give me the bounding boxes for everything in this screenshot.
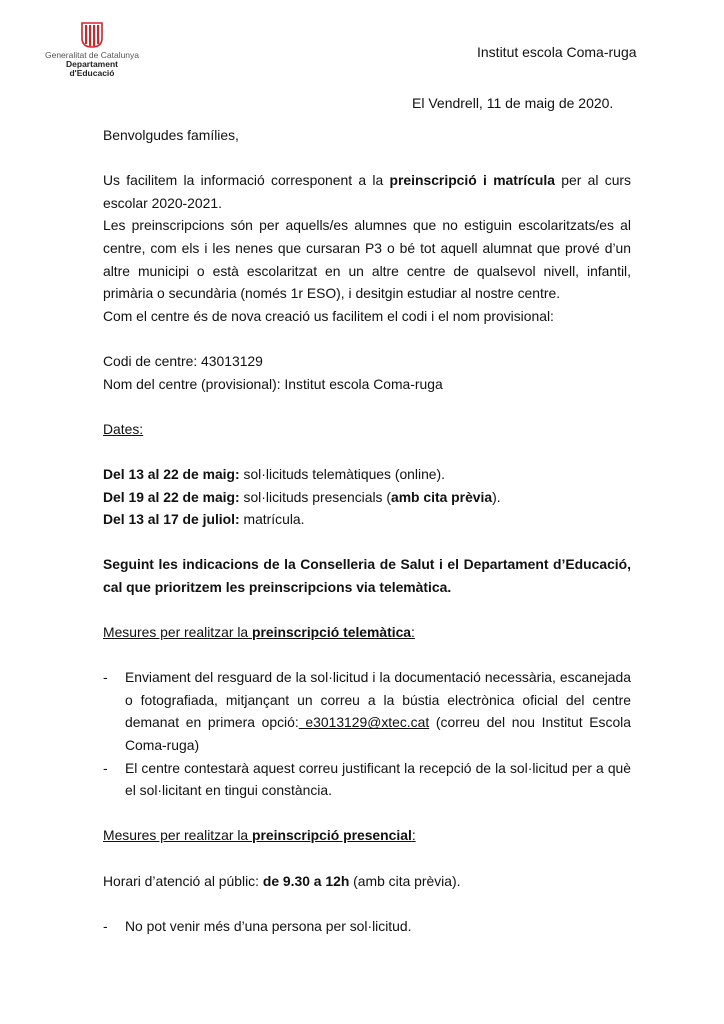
greeting: Benvolgudes famílies, [103, 127, 239, 143]
logo-dept-line1: Departament [66, 59, 118, 69]
inperson-list-item [103, 915, 631, 938]
inperson-heading-bold: preinscripció presencial [252, 827, 412, 844]
dash-bullet: - [103, 669, 108, 686]
hours-pre: Horari d’atenció al públic: [103, 872, 263, 889]
date-range: Del 19 al 22 de maig: [103, 488, 240, 505]
dash-bullet: - [103, 759, 108, 776]
online-list-item [103, 757, 631, 802]
email-link[interactable]: e3013129@xtec.cat [298, 714, 430, 731]
intro-pre: Us facilitem la informació corresponent a la [103, 172, 390, 189]
date-text-end: ). [492, 488, 501, 505]
generalitat-logo [32, 22, 152, 78]
intro-post: per al curs escolar 2020-2021. [103, 172, 631, 211]
dates-heading: Dates: [103, 420, 144, 437]
online-list-item [103, 666, 631, 756]
eligibility-paragraph: Les preinscripcions són per aquells/es alumnes que no estiguin escolaritzats/es al centre, com els i les nenes que cursaran P3 o bé tot aquell alumnat que prové d’un altre municipi o està escolaritzat en un altre centre de qualsevol nivell, infantil, primària o secundària (només 1r ESO), i desitgin estudiar al nostre centre. [103, 217, 631, 302]
online-heading-pre: Mesures per realitzar la [103, 624, 252, 641]
logo-org-name: Generalitat de Catalunya [44, 50, 140, 60]
online-item-text: El centre contestarà aquest correu justificant la recepció de la sol·licitud per a què el sol·licitant en tingui constància. [125, 759, 631, 799]
online-heading-bold: preinscripció telemàtica [252, 624, 412, 641]
letter-body [103, 124, 631, 937]
date-item [103, 486, 631, 509]
hours-bold: de 9.30 a 12h [262, 872, 350, 889]
provisional-intro: Com el centre és de nova creació us facilitem el codi i el nom provisional: [103, 307, 554, 324]
logo-dept-line2: d'Educació [69, 68, 115, 78]
senyera-shield-icon [81, 22, 103, 48]
intro-paragraph [103, 169, 631, 214]
date-item [103, 508, 631, 531]
inperson-item-text: No pot venir més d’una persona per sol·licitud. [125, 917, 412, 934]
date-range: Del 13 al 17 de juliol: [103, 511, 240, 528]
date-line: El Vendrell, 11 de maig de 2020. [412, 95, 614, 111]
online-heading [103, 621, 631, 644]
inperson-heading-pre: Mesures per realitzar la [103, 827, 252, 844]
school-name-header: Institut escola Coma-ruga [477, 44, 637, 60]
date-text: sol·licituds presencials ( [239, 488, 391, 505]
centre-code: Codi de centre: 43013129 [103, 352, 263, 369]
office-hours [103, 870, 631, 893]
dash-bullet: - [103, 917, 108, 934]
date-item [103, 463, 631, 486]
priority-notice [103, 553, 631, 598]
date-text: matrícula. [239, 511, 305, 528]
centre-name: Nom del centre (provisional): Institut escola Coma-ruga [103, 375, 443, 392]
date-bold-note: amb cita prèvia [390, 488, 493, 505]
online-heading-post: : [411, 624, 415, 641]
online-item-text: Enviament del resguard de la sol·licitud i la documentació necessària, escanejada o fotografiada, mitjançant un correu a la bústia electrònica oficial del centre demanat en primera opció: [125, 669, 631, 731]
hours-post: (amb cita prèvia). [349, 872, 461, 889]
date-range: Del 13 al 22 de maig: [103, 465, 240, 482]
inperson-heading [103, 824, 631, 847]
intro-bold: preinscripció i matrícula [389, 172, 555, 189]
online-item-note: (correu del nou Institut Escola Coma-ruga) [125, 714, 631, 754]
priority-notice-text: Seguint les indicacions de la Conselleria de Salut i el Departament d’Educació, cal que prioritzem les preinscripcions via telemàtica. [103, 556, 631, 595]
inperson-heading-post: : [411, 827, 416, 844]
date-text: sol·licituds telemàtiques (online). [239, 465, 446, 482]
